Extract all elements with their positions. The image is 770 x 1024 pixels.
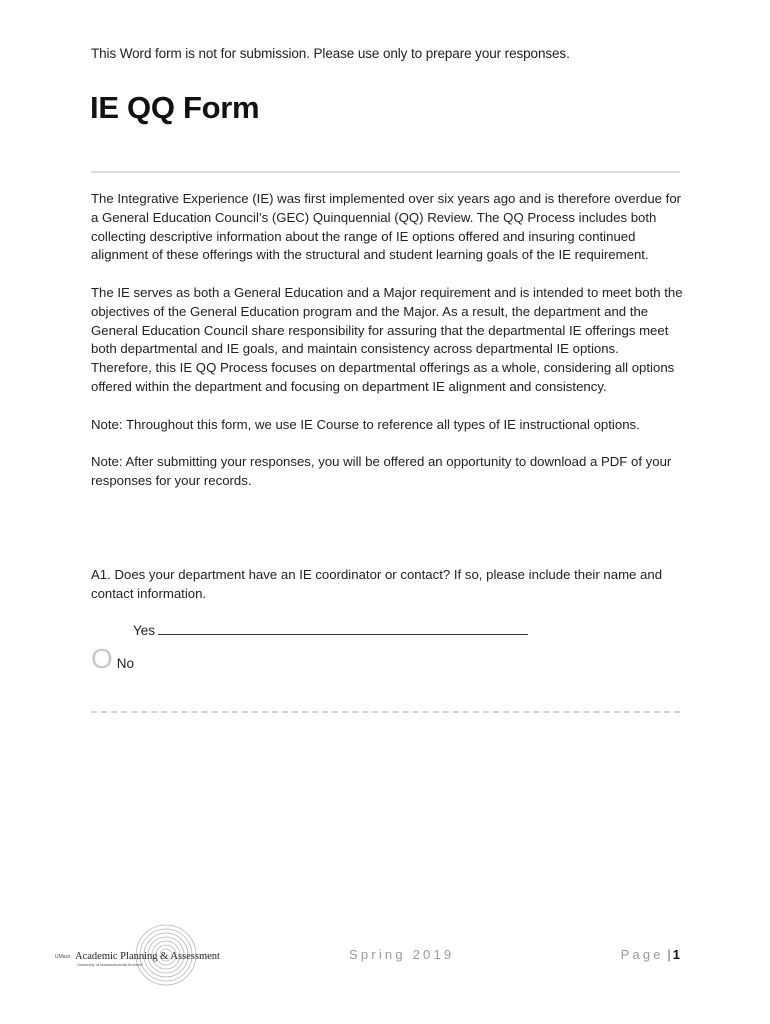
question-a1: A1. Does your department have an IE coordinator or contact? If so, please include their name and contact information. [91, 567, 663, 601]
section-divider [91, 711, 680, 713]
intro-body [91, 190, 683, 510]
page-label: Page [620, 947, 664, 962]
note-ie-course: Note: Throughout this form, we use IE Course to reference all types of IE instructional options. [91, 416, 640, 432]
no-label: No [116, 656, 135, 671]
page-number: 1 [672, 947, 680, 962]
title-divider [91, 171, 680, 173]
no-option[interactable] [91, 644, 134, 674]
logo-prefix: UMass [55, 954, 71, 960]
footer-page-number [621, 947, 680, 962]
intro-paragraph-1: The Integrative Experience (IE) was first implemented over six years ago and is therefore overdue for a General Education Council’s (GEC) Quinquennial (QQ) Review. The QQ Process includes both collecting descriptive information about the range of IE options offered and insuring continued alignment of these offerings with the structural and student learning goals of the IE requirement. [91, 191, 682, 263]
logo-subtitle: University of Massachusetts Amherst [77, 962, 143, 967]
yes-option[interactable] [133, 622, 528, 638]
yes-label: Yes [133, 623, 156, 638]
submission-notice: This Word form is not for submission. Please use only to prepare your responses. [91, 46, 570, 61]
yes-contact-blank[interactable] [158, 622, 528, 635]
page-separator: | [667, 947, 671, 962]
logo-wordmark: Academic Planning & Assessment [75, 951, 220, 962]
footer-logo [55, 922, 255, 988]
footer-term: Spring 2019 [349, 947, 455, 962]
radio-circle-icon[interactable]: O [91, 643, 113, 674]
page-title: IE QQ Form [90, 90, 260, 125]
note-pdf-download: Note: After submitting your responses, you will be offered an opportunity to download a PDF of your responses for your records. [91, 454, 672, 488]
intro-paragraph-2: The IE serves as both a General Education and a Major requirement and is intended to meet both the objectives of the General Education program and the Major. As a result, the department and the General Education Council share responsibility for assuring that the departmental IE offerings meet both departmental and IE goals, and maintain consistency across departmental IE options. Therefore, this IE QQ Process focuses on departmental offerings as a whole, considering all options offered within the department and focusing on department IE alignment and consistency. [91, 284, 683, 394]
